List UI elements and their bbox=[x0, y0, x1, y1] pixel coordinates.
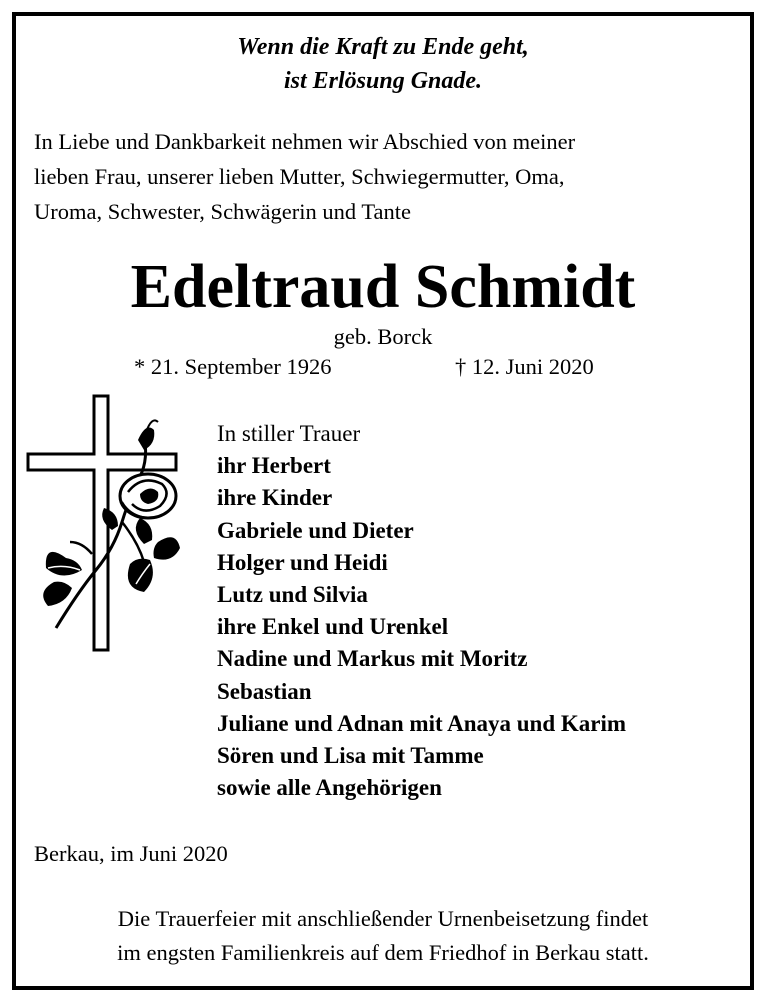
mourners-lead: In stiller Trauer bbox=[217, 421, 361, 446]
mourner-line: ihre Enkel und Urenkel bbox=[217, 614, 449, 640]
funeral-info bbox=[0, 902, 766, 970]
mourner-line: ihre Kinder bbox=[217, 485, 333, 511]
death-date: † 12. Juni 2020 bbox=[455, 354, 594, 379]
mourner-line: Sebastian bbox=[217, 678, 312, 704]
mourner-line: Gabriele und Dieter bbox=[217, 517, 414, 543]
deceased-name: Edeltraud Schmidt bbox=[130, 253, 636, 321]
place-and-date: Berkau, im Juni 2020 bbox=[34, 841, 228, 866]
birth-date: * 21. September 1926 bbox=[134, 354, 332, 379]
motto bbox=[0, 30, 766, 98]
mourner-line: ihr Herbert bbox=[217, 453, 331, 479]
mourner-line: Juliane und Adnan mit Anaya und Karim bbox=[217, 710, 627, 736]
mourners-list bbox=[217, 418, 626, 804]
motto-line-2: ist Erlösung Gnade. bbox=[283, 68, 483, 94]
mourner-line: Lutz und Silvia bbox=[217, 582, 368, 608]
mourner-line: Nadine und Markus mit Moritz bbox=[217, 646, 528, 672]
intro-line-3: Uroma, Schwester, Schwägerin und Tante bbox=[34, 199, 412, 224]
cross-with-rose-icon bbox=[26, 392, 186, 654]
funeral-line-2: im engsten Familienkreis auf dem Friedhof in Berkau statt. bbox=[117, 940, 649, 965]
mourner-line: sowie alle Angehörigen bbox=[217, 775, 442, 801]
motto-line-1: Wenn die Kraft zu Ende geht, bbox=[237, 34, 529, 60]
funeral-line-1: Die Trauerfeier mit anschließender Urnenbeisetzung findet bbox=[117, 906, 649, 931]
mourner-line: Sören und Lisa mit Tamme bbox=[217, 743, 484, 769]
mourner-line: Holger und Heidi bbox=[217, 549, 388, 575]
intro-line-2: lieben Frau, unserer lieben Mutter, Schwiegermutter, Oma, bbox=[34, 164, 565, 189]
intro-line-1: In Liebe und Dankbarkeit nehmen wir Abschied von meiner bbox=[34, 129, 576, 154]
maiden-name: geb. Borck bbox=[333, 324, 433, 349]
intro-text bbox=[34, 124, 746, 229]
